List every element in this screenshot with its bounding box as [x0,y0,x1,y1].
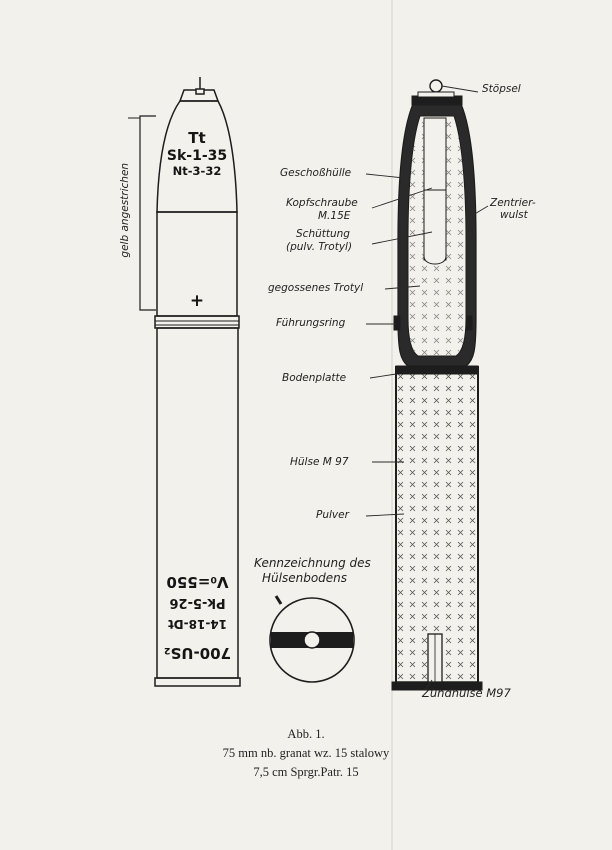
case-rim [155,678,240,686]
section-driving-band-left [394,316,400,330]
caption-figure-number: Abb. 1. [287,727,325,741]
case-mark-pk: Pk-5-26 [169,595,226,610]
yellow-paint-bracket [140,116,156,310]
label-stopsel: Stöpsel [482,83,521,95]
pulverized-trotyl [424,190,446,264]
label-zentrierwulst-2: wulst [500,209,528,221]
case-mark-us: 700-US₂ [163,644,232,662]
label-schuettung: Schüttung [296,228,350,240]
nose-mark-nt: Nt-3-32 [172,164,222,178]
base-marking-title-line2: Hülsenbodens [262,571,348,585]
alignment-tick [276,596,281,604]
case-mark-velocity: V₀=550 [166,573,229,591]
case-mark-dt: 14-18-Dt [167,617,228,631]
case-base-marking [270,596,354,682]
label-schuettung-detail: (pulv. Trotyl) [286,241,353,253]
label-huelse: Hülse M 97 [290,456,349,468]
label-kopfschraube: Kopfschraube [286,197,358,209]
label-zentrierwulst-1: Zentrier- [490,197,536,209]
driving-band [155,316,239,328]
caption-polish-title: 75 mm nb. granat wz. 15 stalowy [222,746,390,760]
label-zuendhuelse: Zündhülse M97 [422,686,511,700]
section-driving-band-right [466,316,472,330]
yellow-paint-label: gelb angestrichen [118,162,131,258]
nose-mark-tt: Tt [188,129,206,147]
nose-mark-sk: Sk-1-35 [166,148,228,164]
label-geschosshuelle: Geschoßhülle [280,167,352,179]
fuze-tip [196,89,204,94]
base-marking-title-line1: Kennzeichnung des [254,556,371,570]
label-bodenplatte: Bodenplatte [282,372,347,384]
caption-german-title: 7,5 cm Sprgr.Patr. 15 [253,765,359,779]
plug-knob [430,80,442,92]
band-symbol: + [189,291,205,311]
label-gegossenes-trotyl: gegossenes Trotyl [268,282,364,294]
label-fuehrungsring: Führungsring [276,317,346,329]
label-kopfschraube-type: M.15E [318,210,351,222]
cartridge-section-view [392,80,482,690]
label-pulver: Pulver [316,509,349,521]
base-plate [396,366,478,374]
primer-circle [304,632,320,648]
